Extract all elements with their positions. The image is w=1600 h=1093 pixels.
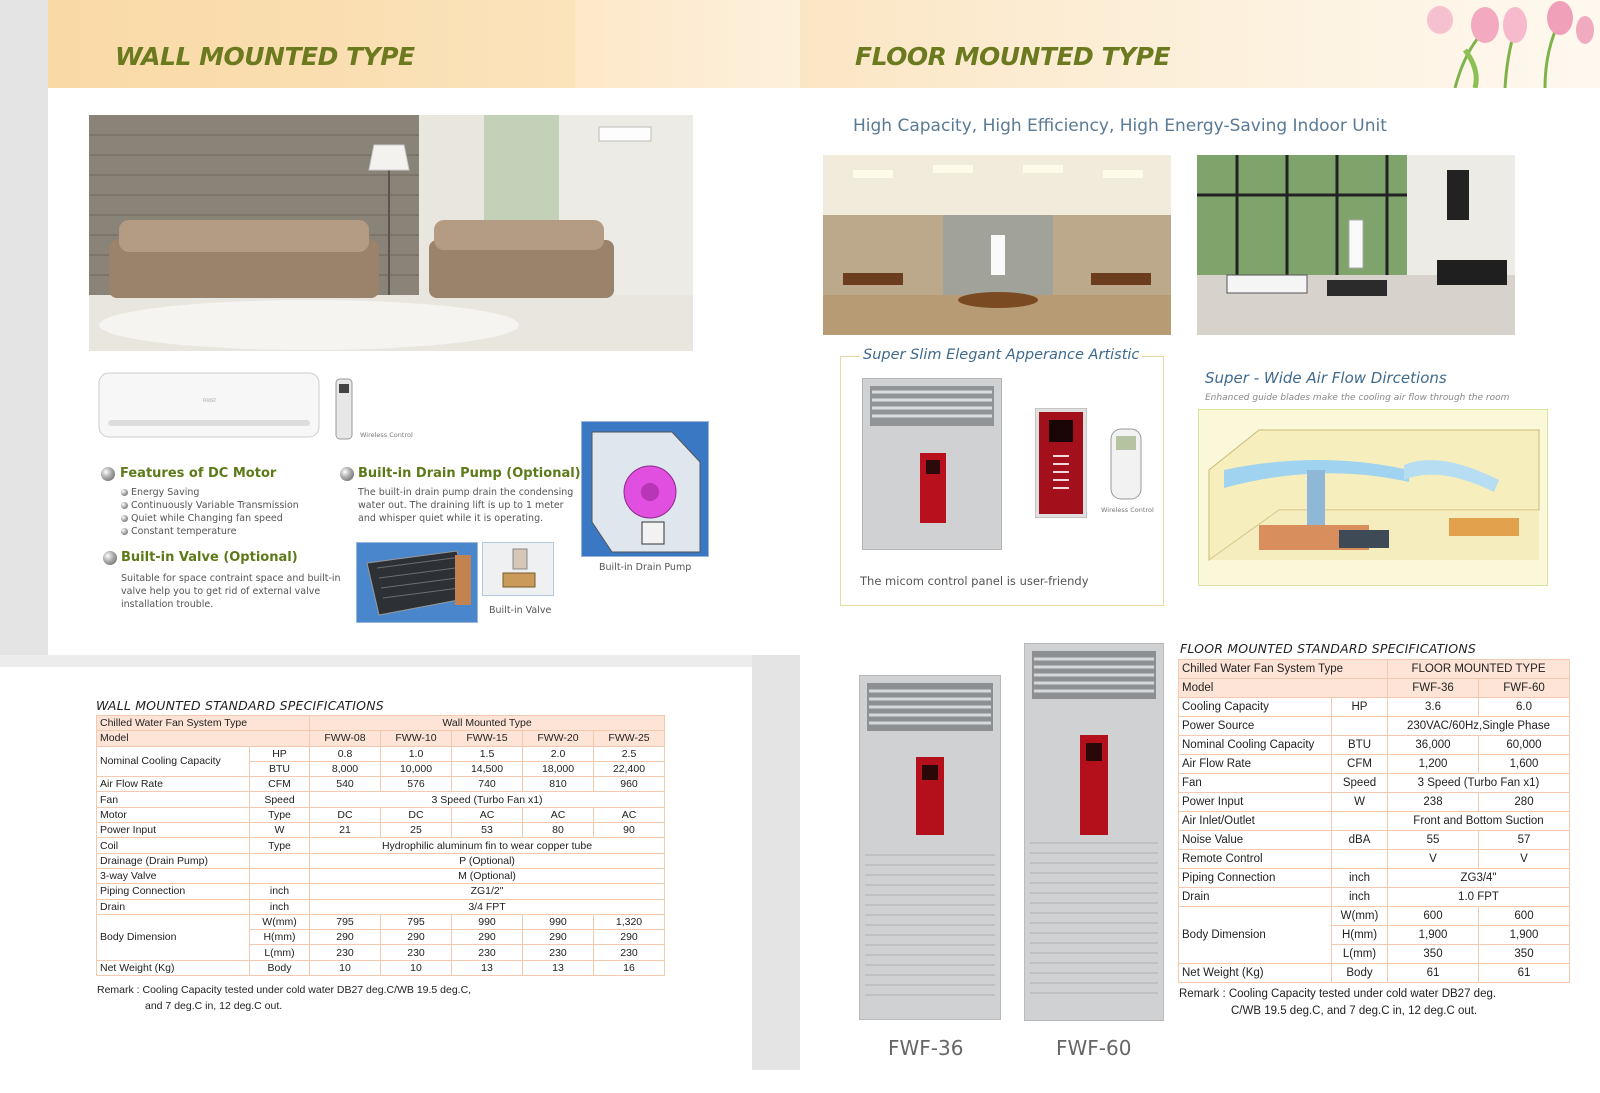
drain-pump-caption: Built-in Drain Pump bbox=[599, 562, 692, 573]
table-cell: Type bbox=[250, 838, 310, 853]
table-cell: 3/4 FPT bbox=[310, 899, 665, 914]
table-cell: HP bbox=[250, 746, 310, 761]
table-cell: 3.6 bbox=[1388, 698, 1479, 717]
table-cell: DC bbox=[381, 807, 452, 822]
table-cell: H(mm) bbox=[1332, 926, 1388, 945]
feature-bullet-icon bbox=[101, 467, 115, 481]
table-cell: H(mm) bbox=[250, 930, 310, 945]
table-row bbox=[1179, 964, 1570, 983]
header-band-highlight bbox=[575, 0, 800, 88]
table-row bbox=[97, 868, 665, 883]
wall-spec-title: WALL MOUNTED STANDARD SPECIFICATIONS bbox=[96, 698, 384, 713]
table-cell: FWW-10 bbox=[381, 731, 452, 746]
table-cell: 2.0 bbox=[523, 746, 594, 761]
remark-line: Remark : Cooling Capacity tested under cold water DB27 deg.C/WB 19.5 deg.C, bbox=[97, 984, 472, 996]
desc-line: and whisper quiet while it is operating. bbox=[358, 513, 544, 524]
slim-design-title: Super Slim Elegant Apperance Artistic bbox=[860, 347, 1142, 363]
table-cell: W(mm) bbox=[250, 914, 310, 929]
table-cell: 25 bbox=[381, 823, 452, 838]
table-cell: 60,000 bbox=[1479, 736, 1570, 755]
table-cell: 10 bbox=[381, 960, 452, 975]
table-cell: Body Dimension bbox=[1179, 907, 1332, 964]
table-cell: Cooling Capacity bbox=[1179, 698, 1332, 717]
lobby-photo bbox=[1197, 155, 1515, 335]
table-cell: CFM bbox=[250, 777, 310, 792]
table-row bbox=[97, 731, 665, 746]
feature-dc-motor-title: Features of DC Motor bbox=[120, 466, 277, 481]
table-row bbox=[1179, 698, 1570, 717]
table-cell: Model bbox=[97, 731, 310, 746]
table-cell: 290 bbox=[452, 930, 523, 945]
table-cell: FWW-08 bbox=[310, 731, 381, 746]
drain-pump-diagram bbox=[581, 421, 709, 557]
table-cell bbox=[250, 868, 310, 883]
table-row bbox=[1179, 812, 1570, 831]
table-cell: 230 bbox=[523, 945, 594, 960]
table-cell: Wall Mounted Type bbox=[310, 716, 665, 731]
coil-image bbox=[356, 542, 478, 623]
valve-image bbox=[482, 542, 554, 596]
floor-spec-title: FLOOR MOUNTED STANDARD SPECIFICATIONS bbox=[1180, 641, 1477, 656]
table-cell: Speed bbox=[1332, 774, 1388, 793]
table-cell: 1.0 FPT bbox=[1388, 888, 1570, 907]
table-cell: FWF-60 bbox=[1479, 679, 1570, 698]
airflow-title: Super - Wide Air Flow Dircetions bbox=[1205, 369, 1447, 387]
table-cell: 18,000 bbox=[523, 761, 594, 776]
table-cell: 230VAC/60Hz,Single Phase bbox=[1388, 717, 1570, 736]
table-cell: 795 bbox=[310, 914, 381, 929]
table-row bbox=[97, 777, 665, 792]
table-cell: ZG1/2" bbox=[310, 884, 665, 899]
fwf-36-label: FWF-36 bbox=[888, 1036, 964, 1060]
table-cell: 61 bbox=[1388, 964, 1479, 983]
table-cell: 350 bbox=[1479, 945, 1570, 964]
desc-line: valve help you to get rid of external valve bbox=[121, 586, 321, 597]
table-cell: inch bbox=[250, 899, 310, 914]
table-row bbox=[97, 960, 665, 975]
table-cell: Type bbox=[250, 807, 310, 822]
table-cell: 61 bbox=[1479, 964, 1570, 983]
airflow-subtitle: Enhanced guide blades make the cooling air flow through the room bbox=[1205, 393, 1510, 403]
table-cell: 1,600 bbox=[1479, 755, 1570, 774]
table-cell: FWW-15 bbox=[452, 731, 523, 746]
table-row bbox=[97, 914, 665, 929]
feature-drain-pump-desc bbox=[358, 486, 573, 525]
table-cell: 1,320 bbox=[594, 914, 665, 929]
table-cell: Body bbox=[250, 960, 310, 975]
table-cell: BTU bbox=[1332, 736, 1388, 755]
table-cell: 600 bbox=[1388, 907, 1479, 926]
remote-control-image bbox=[335, 378, 353, 440]
table-cell: 810 bbox=[523, 777, 594, 792]
table-cell: Remote Control bbox=[1179, 850, 1332, 869]
desc-line: water out. The draining lift is up to 1 meter bbox=[358, 500, 564, 511]
feature-dc-motor-list bbox=[121, 486, 299, 538]
table-cell: 80 bbox=[523, 823, 594, 838]
valve-caption: Built-in Valve bbox=[489, 605, 552, 616]
table-cell: Piping Connection bbox=[97, 884, 250, 899]
table-cell: Air Inlet/Outlet bbox=[1179, 812, 1332, 831]
table-cell: Net Weight (Kg) bbox=[1179, 964, 1332, 983]
table-row bbox=[1179, 660, 1570, 679]
table-cell: 53 bbox=[452, 823, 523, 838]
table-cell: 1.0 bbox=[381, 746, 452, 761]
table-cell: 8,000 bbox=[310, 761, 381, 776]
table-cell: 57 bbox=[1479, 831, 1570, 850]
table-cell: 2.5 bbox=[594, 746, 665, 761]
wall-spec-table bbox=[96, 715, 665, 976]
floor-unit-front-image bbox=[862, 378, 1002, 550]
table-cell: 1,900 bbox=[1388, 926, 1479, 945]
feature-item: Energy Saving bbox=[121, 486, 299, 499]
table-row bbox=[1179, 755, 1570, 774]
table-cell: AC bbox=[594, 807, 665, 822]
table-cell bbox=[1332, 850, 1388, 869]
table-cell: Drain bbox=[1179, 888, 1332, 907]
airflow-diagram bbox=[1198, 409, 1548, 586]
table-cell: Speed bbox=[250, 792, 310, 807]
table-cell: HP bbox=[1332, 698, 1388, 717]
table-row bbox=[1179, 793, 1570, 812]
table-cell: Chilled Water Fan System Type bbox=[1179, 660, 1388, 679]
wireless-control-caption: Wireless Control bbox=[1101, 506, 1154, 514]
table-cell: Noise Value bbox=[1179, 831, 1332, 850]
table-row bbox=[1179, 736, 1570, 755]
table-cell: 0.8 bbox=[310, 746, 381, 761]
table-row bbox=[97, 807, 665, 822]
table-row bbox=[97, 853, 665, 868]
table-row bbox=[1179, 907, 1570, 926]
table-cell: AC bbox=[452, 807, 523, 822]
wireless-control-caption: Wireless Control bbox=[360, 431, 413, 439]
table-cell: 14,500 bbox=[452, 761, 523, 776]
living-room-photo bbox=[89, 115, 693, 351]
table-row bbox=[1179, 679, 1570, 698]
table-cell: Body bbox=[1332, 964, 1388, 983]
table-cell: Model bbox=[1179, 679, 1388, 698]
svg-text:FROST: FROST bbox=[203, 398, 217, 403]
feature-drain-pump-title: Built-in Drain Pump (Optional) bbox=[358, 466, 581, 481]
feature-valve-title: Built-in Valve (Optional) bbox=[121, 550, 298, 565]
table-cell: 576 bbox=[381, 777, 452, 792]
table-row bbox=[1179, 831, 1570, 850]
table-cell: Drainage (Drain Pump) bbox=[97, 853, 250, 868]
table-cell: 1,900 bbox=[1479, 926, 1570, 945]
table-cell: P (Optional) bbox=[310, 853, 665, 868]
table-cell: 13 bbox=[523, 960, 594, 975]
remark-line: C/WB 19.5 deg.C, and 7 deg.C in, 12 deg.C out. bbox=[1231, 1005, 1478, 1017]
table-cell: Fan bbox=[1179, 774, 1332, 793]
table-cell: Net Weight (Kg) bbox=[97, 960, 250, 975]
table-cell: 290 bbox=[523, 930, 594, 945]
table-cell: 795 bbox=[381, 914, 452, 929]
table-cell: 230 bbox=[381, 945, 452, 960]
table-cell: FWF-36 bbox=[1388, 679, 1479, 698]
table-cell: L(mm) bbox=[1332, 945, 1388, 964]
table-cell: W bbox=[1332, 793, 1388, 812]
table-cell: inch bbox=[1332, 869, 1388, 888]
table-row bbox=[1179, 888, 1570, 907]
remark-line: Remark : Cooling Capacity tested under cold water DB27 deg. bbox=[1179, 988, 1497, 1000]
table-cell: 21 bbox=[310, 823, 381, 838]
table-cell: inch bbox=[1332, 888, 1388, 907]
table-cell: 230 bbox=[452, 945, 523, 960]
table-cell: 10,000 bbox=[381, 761, 452, 776]
table-cell: 1.5 bbox=[452, 746, 523, 761]
table-cell: DC bbox=[310, 807, 381, 822]
table-cell: 540 bbox=[310, 777, 381, 792]
table-cell: 350 bbox=[1388, 945, 1479, 964]
table-cell: V bbox=[1479, 850, 1570, 869]
table-row bbox=[97, 823, 665, 838]
table-cell: 990 bbox=[523, 914, 594, 929]
table-cell: 36,000 bbox=[1388, 736, 1479, 755]
table-cell: 13 bbox=[452, 960, 523, 975]
table-cell: Piping Connection bbox=[1179, 869, 1332, 888]
table-cell: Motor bbox=[97, 807, 250, 822]
table-cell: inch bbox=[250, 884, 310, 899]
floor-subheading: High Capacity, High Efficiency, High Energy-Saving Indoor Unit bbox=[853, 116, 1387, 136]
table-cell: 6.0 bbox=[1479, 698, 1570, 717]
desc-line: installation trouble. bbox=[121, 599, 214, 610]
remark-line: and 7 deg.C in, 12 deg.C out. bbox=[145, 1000, 283, 1012]
floor-spec-table bbox=[1178, 659, 1570, 983]
page-gutter bbox=[752, 655, 800, 1070]
table-cell: BTU bbox=[250, 761, 310, 776]
fwf-60-unit-image bbox=[1024, 643, 1164, 1021]
table-cell: CFM bbox=[1332, 755, 1388, 774]
feature-valve-desc bbox=[121, 572, 341, 611]
table-row bbox=[97, 746, 665, 761]
table-cell: Front and Bottom Suction bbox=[1388, 812, 1570, 831]
tulip-decoration-icon bbox=[1395, 0, 1595, 88]
table-cell: Power Input bbox=[97, 823, 250, 838]
micom-caption: The micom control panel is user-friendy bbox=[860, 574, 1089, 588]
table-cell: FLOOR MOUNTED TYPE bbox=[1388, 660, 1570, 679]
table-cell: 90 bbox=[594, 823, 665, 838]
table-cell: Nominal Cooling Capacity bbox=[1179, 736, 1332, 755]
table-row bbox=[97, 716, 665, 731]
table-cell: M (Optional) bbox=[310, 868, 665, 883]
desc-line: The built-in drain pump drain the condensing bbox=[358, 487, 574, 498]
feature-bullet-icon bbox=[103, 551, 117, 565]
table-cell: 3 Speed (Turbo Fan x1) bbox=[1388, 774, 1570, 793]
table-cell: W bbox=[250, 823, 310, 838]
table-cell: Air Flow Rate bbox=[97, 777, 250, 792]
table-cell: V bbox=[1388, 850, 1479, 869]
table-cell: 230 bbox=[310, 945, 381, 960]
table-cell: Chilled Water Fan System Type bbox=[97, 716, 310, 731]
table-cell: dBA bbox=[1332, 831, 1388, 850]
table-cell: 10 bbox=[310, 960, 381, 975]
remote-control-image bbox=[1110, 428, 1142, 500]
table-row bbox=[97, 884, 665, 899]
table-cell: Power Input bbox=[1179, 793, 1332, 812]
table-cell: L(mm) bbox=[250, 945, 310, 960]
left-margin-band bbox=[0, 0, 48, 655]
table-cell: 238 bbox=[1388, 793, 1479, 812]
table-row bbox=[1179, 774, 1570, 793]
table-cell: W(mm) bbox=[1332, 907, 1388, 926]
table-cell: Body Dimension bbox=[97, 914, 250, 960]
floor-spec-remark bbox=[1179, 986, 1496, 1020]
table-row bbox=[97, 838, 665, 853]
desc-line: Suitable for space contraint space and built-in bbox=[121, 573, 341, 584]
feature-item: Continuously Variable Transmission bbox=[121, 499, 299, 512]
table-cell: FWW-20 bbox=[523, 731, 594, 746]
fwf-60-label: FWF-60 bbox=[1056, 1036, 1132, 1060]
table-cell: 230 bbox=[594, 945, 665, 960]
table-cell: Fan bbox=[97, 792, 250, 807]
table-cell bbox=[1332, 812, 1388, 831]
table-cell: 990 bbox=[452, 914, 523, 929]
wall-unit-product-image bbox=[98, 372, 320, 438]
control-panel-image bbox=[1035, 408, 1087, 518]
office-photo bbox=[823, 155, 1171, 335]
feature-item: Quiet while Changing fan speed bbox=[121, 512, 299, 525]
table-cell: Power Source bbox=[1179, 717, 1332, 736]
table-cell bbox=[1332, 717, 1388, 736]
table-cell: 280 bbox=[1479, 793, 1570, 812]
wall-spec-remark bbox=[97, 982, 471, 1014]
table-row bbox=[97, 792, 665, 807]
separator-band bbox=[0, 655, 752, 667]
table-cell: 290 bbox=[381, 930, 452, 945]
table-cell: 3 Speed (Turbo Fan x1) bbox=[310, 792, 665, 807]
table-cell: 55 bbox=[1388, 831, 1479, 850]
fwf-36-unit-image bbox=[859, 675, 1001, 1020]
table-cell: 22,400 bbox=[594, 761, 665, 776]
table-cell: 290 bbox=[310, 930, 381, 945]
table-cell bbox=[250, 853, 310, 868]
table-cell: ZG3/4" bbox=[1388, 869, 1570, 888]
table-cell: FWW-25 bbox=[594, 731, 665, 746]
table-cell: AC bbox=[523, 807, 594, 822]
table-cell: 600 bbox=[1479, 907, 1570, 926]
wall-mounted-title: WALL MOUNTED TYPE bbox=[115, 42, 415, 71]
table-row bbox=[97, 899, 665, 914]
table-cell: 960 bbox=[594, 777, 665, 792]
table-cell: 1,200 bbox=[1388, 755, 1479, 774]
floor-mounted-title: FLOOR MOUNTED TYPE bbox=[855, 42, 1171, 71]
table-cell: 16 bbox=[594, 960, 665, 975]
table-cell: Drain bbox=[97, 899, 250, 914]
feature-item: Constant temperature bbox=[121, 525, 299, 538]
table-row bbox=[1179, 717, 1570, 736]
feature-bullet-icon bbox=[340, 467, 354, 481]
table-row bbox=[1179, 869, 1570, 888]
table-cell: 290 bbox=[594, 930, 665, 945]
table-cell: Air Flow Rate bbox=[1179, 755, 1332, 774]
table-cell: 3-way Valve bbox=[97, 868, 250, 883]
table-cell: Nominal Cooling Capacity bbox=[97, 746, 250, 777]
table-cell: Hydrophilic aluminum fin to wear copper tube bbox=[310, 838, 665, 853]
table-cell: Coil bbox=[97, 838, 250, 853]
table-cell: 740 bbox=[452, 777, 523, 792]
table-row bbox=[1179, 850, 1570, 869]
